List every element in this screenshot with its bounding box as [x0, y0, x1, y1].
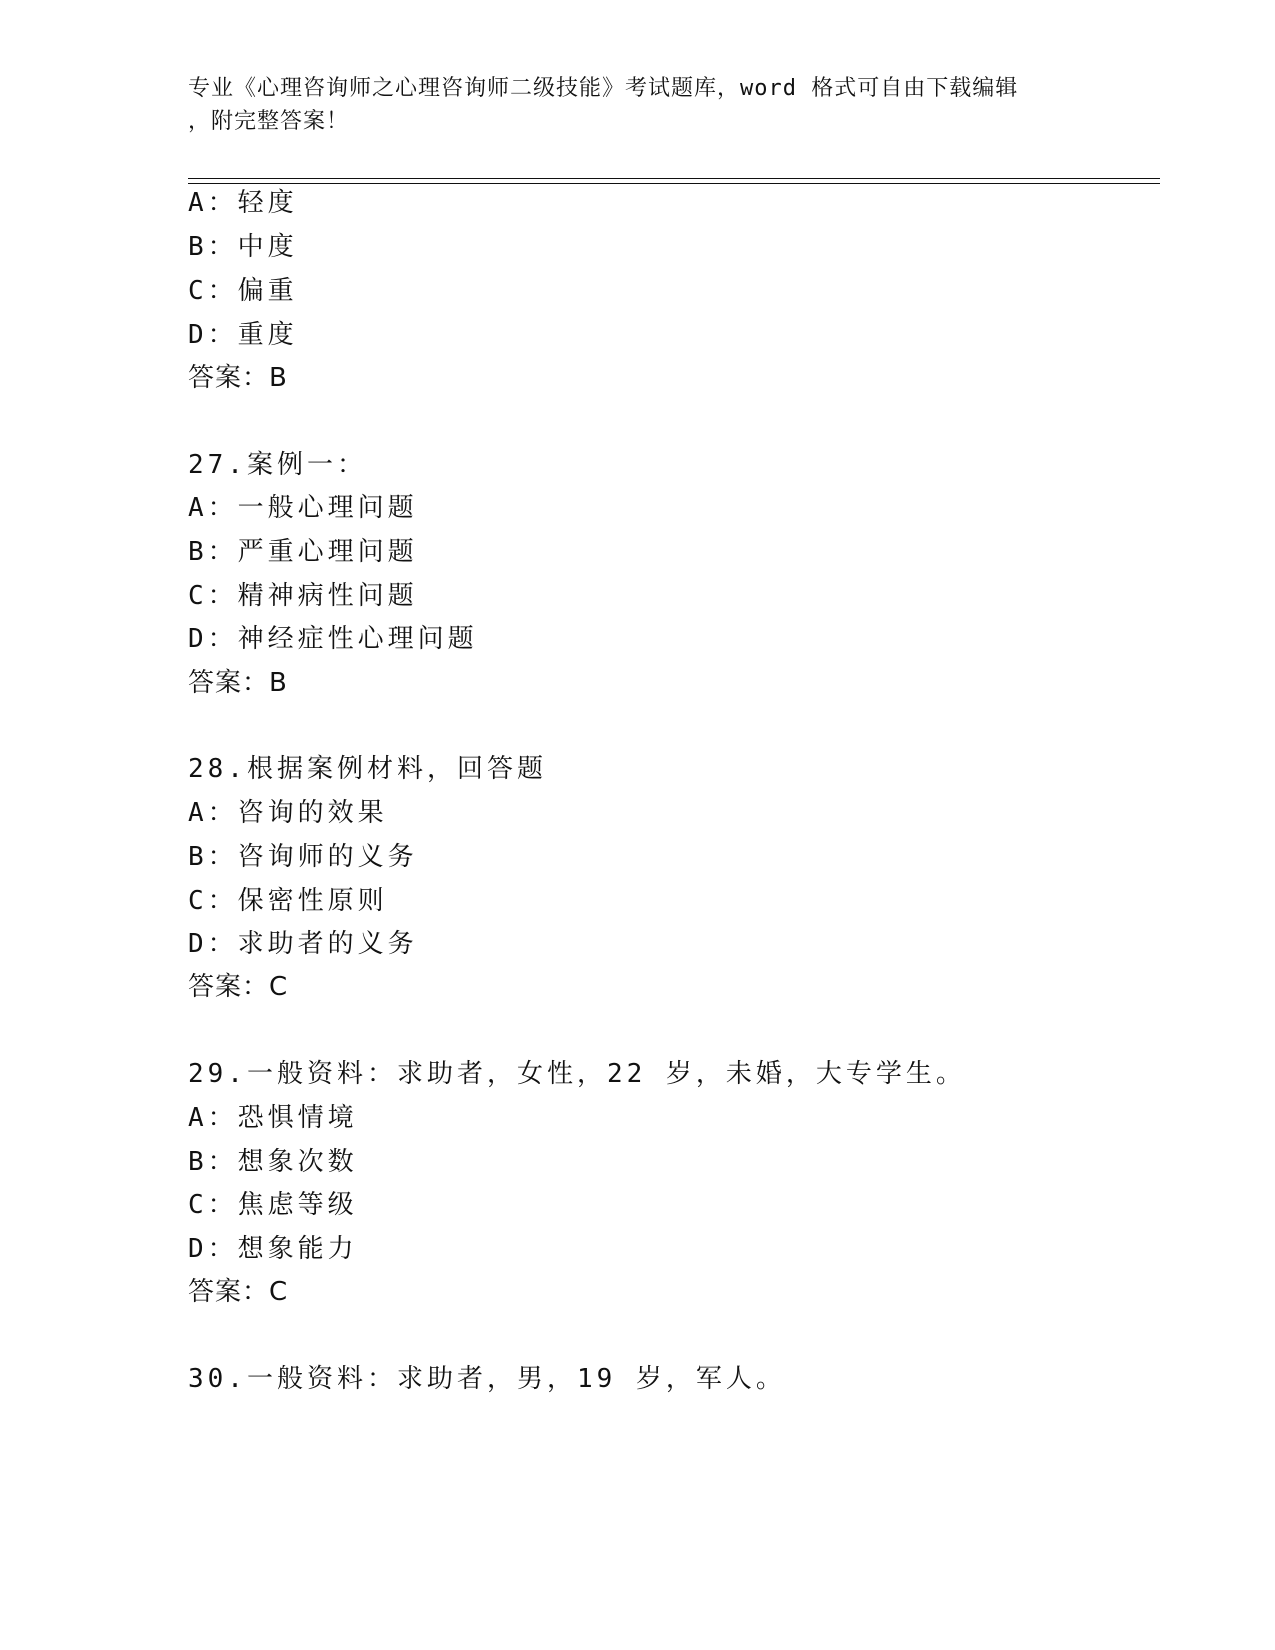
q28-option-d: D：求助者的义务 — [188, 929, 418, 959]
q27-title: 27.案例一： — [188, 450, 367, 480]
document-header — [188, 72, 1088, 138]
q29-option-c: C：焦虑等级 — [188, 1190, 358, 1220]
q26-option-a: A：轻度 — [188, 188, 298, 218]
q28-option-c: C：保密性原则 — [188, 886, 388, 916]
q28-title: 28.根据案例材料，回答题 — [188, 754, 547, 784]
q27-answer: 答案：B — [188, 668, 288, 698]
q26-answer: 答案：B — [188, 363, 288, 393]
q29-title: 29.一般资料：求助者，女性，22 岁，未婚，大专学生。 — [188, 1059, 966, 1089]
q26-option-d: D：重度 — [188, 320, 298, 350]
q29-option-d: D：想象能力 — [188, 1234, 358, 1264]
header-divider-top — [188, 178, 1160, 179]
q28-answer: 答案：C — [188, 972, 289, 1002]
q27-option-c: C：精神病性问题 — [188, 581, 418, 611]
q30-title: 30.一般资料：求助者，男，19 岁，军人。 — [188, 1364, 786, 1394]
q28-option-b: B：咨询师的义务 — [188, 842, 418, 872]
header-divider-bottom — [188, 183, 1160, 184]
q28-option-a: A：咨询的效果 — [188, 798, 388, 828]
q27-option-a: A：一般心理问题 — [188, 493, 418, 523]
q29-option-a: A：恐惧情境 — [188, 1103, 358, 1133]
q26-option-b: B：中度 — [188, 232, 298, 262]
q27-option-d: D：神经症性心理问题 — [188, 624, 478, 654]
q27-option-b: B：严重心理问题 — [188, 537, 418, 567]
header-line-1: 专业《心理咨询师之心理咨询师二级技能》考试题库，word 格式可自由下载编辑 — [188, 76, 1019, 101]
header-line-2: ，附完整答案！ — [188, 109, 350, 134]
q26-option-c: C：偏重 — [188, 276, 298, 306]
q29-answer: 答案：C — [188, 1277, 289, 1307]
q29-option-b: B：想象次数 — [188, 1147, 358, 1177]
